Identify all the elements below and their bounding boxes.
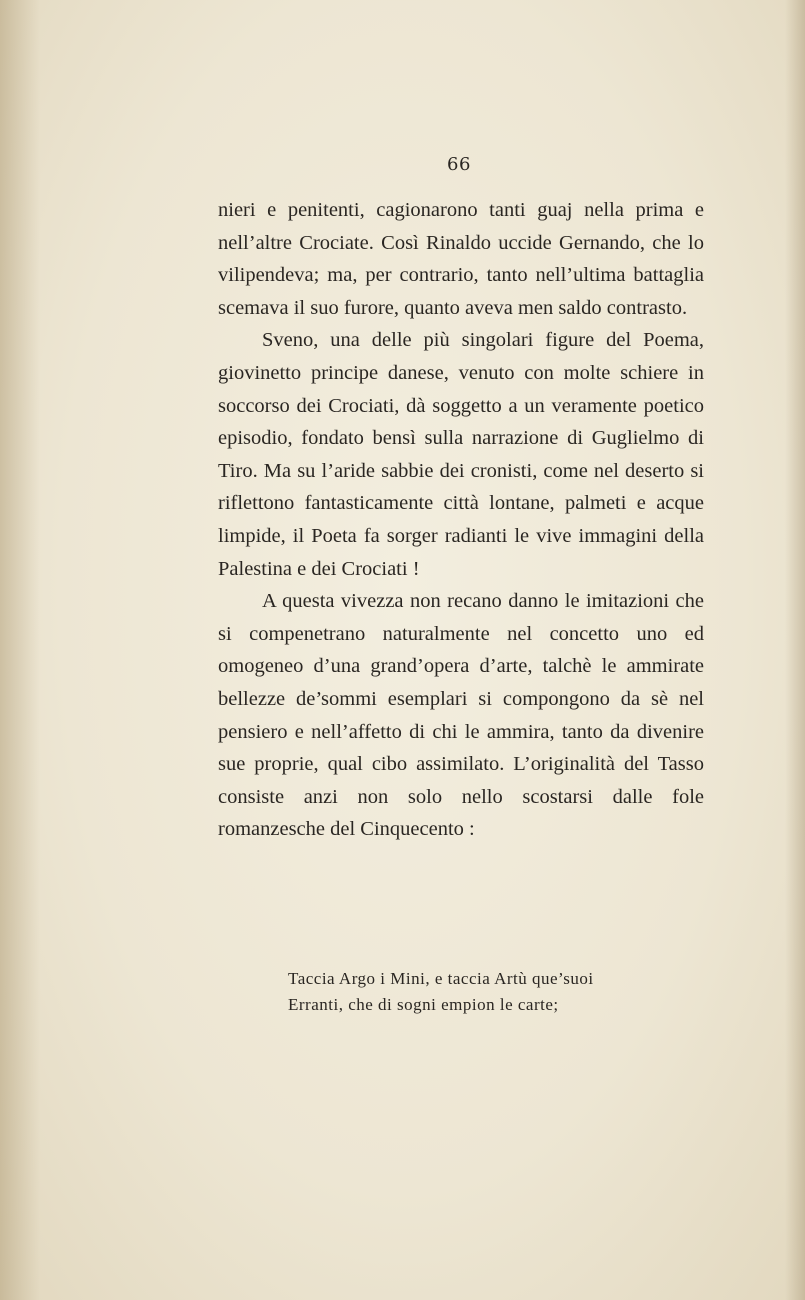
page-number: 66: [447, 154, 471, 175]
paragraph: nieri e penitenti, cagionarono tanti guaj nella prima e nell’altre Crociate. Così Rinaldo uccide Gernando, che lo vilipendeva; ma, per contrario, tanto nell’ultima battaglia scemava il suo furore, quanto aveva men saldo contrasto.: [218, 199, 704, 319]
page-edge-shadow: [785, 0, 805, 1300]
body-text: [218, 194, 704, 846]
paragraph: Sveno, una delle più singolari figure del Poema, giovinetto principe danese, venuto con molte schiere in soccorso dei Crociati, dà soggetto a un veramente poetico episodio, fondato bensì sulla narrazione di Guglielmo di Tiro. Ma su l’aride sabbie dei cronisti, come nel deserto si riflettono fantasticamente città lontane, palmeti e acque limpide, il Poeta fa sorger radianti le vive immagini della Palestina e dei Crociati !: [218, 329, 704, 580]
verse-line: Erranti, che di sogni empion le carte;: [288, 995, 559, 1014]
paragraph: A questa vivezza non recano danno le imitazioni che si compenetrano naturalmente nel concetto uno ed omogeneo d’una grand’opera d’arte, talchè le ammirate bellezze de’sommi esemplari si compongono da sè nel pensiero e nell’affetto di chi le ammira, tanto da divenire sue proprie, qual cibo assimilato. L’originalità del Tasso consiste anzi non solo nello scostarsi dalle fole romanzesche del Cinquecento :: [218, 590, 704, 841]
verse-quotation: [288, 966, 668, 1018]
verse-line: Taccia Argo i Mini, e taccia Artù que’suoi: [288, 969, 594, 988]
page-gutter-shadow: [0, 0, 40, 1300]
